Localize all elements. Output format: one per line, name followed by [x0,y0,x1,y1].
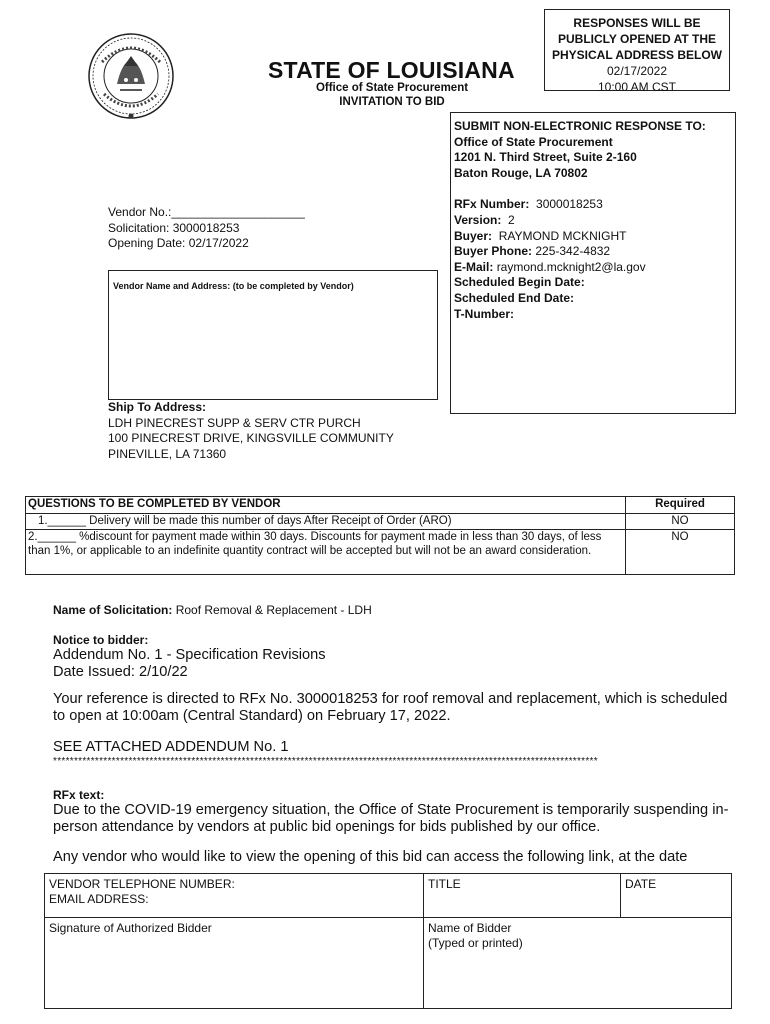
buyer-phone-label: Buyer Phone: [454,244,533,259]
signature-cell[interactable] [45,918,424,1009]
table-row [45,918,732,1009]
ship-line2: 100 PINECREST DRIVE, KINGSVILLE COMMUNITY [108,431,394,445]
question-required: NO [626,513,735,530]
rfx-text-section [53,788,743,866]
submit-addr2: 1201 N. Third Street, Suite 2-160 [454,150,637,165]
buyer-phone-row [454,244,735,260]
vendor-phone-label: VENDOR TELEPHONE NUMBER: [49,877,235,891]
date-issued: Date Issued: 2/10/22 [53,663,188,680]
email-label: E-Mail: [454,259,494,274]
solicitation-name-label: Name of Solicitation: [53,603,173,617]
submit-heading: SUBMIT NON-ELECTRONIC RESPONSE TO: [454,119,706,133]
question-text[interactable]: 2.______ %discount for payment made within 30 days. Discounts for payment made in less than 30 days, of less than 1%, or applicable to an indefinite quantity contract will be accepted but will not be an award consideration. [26,530,626,575]
table-header-row [26,497,735,514]
bidder-name-cell[interactable] [424,918,732,1009]
email-value[interactable]: raymond.mcknight2@la.gov [496,259,646,274]
responses-line2: PUBLICLY OPENED AT THE [557,32,717,46]
ship-line1: LDH PINECREST SUPP & SERV CTR PURCH [108,415,361,430]
rfx-number-row [454,197,735,213]
responses-line3: PHYSICAL ADDRESS BELOW [551,48,722,62]
divider-stars: ********************************************************************************************************************************** [53,756,598,767]
required-header: Required [626,497,735,514]
signature-table [44,873,732,1009]
solicitation-name [53,603,372,617]
solicitation-name-value: Roof Removal & Replacement - LDH [175,603,372,617]
email-row [454,260,735,276]
rfx-value: 3000018253 [536,197,603,212]
date-label: DATE [625,877,657,891]
date-cell[interactable] [621,874,732,918]
pelican-seal-icon [82,32,180,120]
question-required: NO [626,530,735,575]
end-date-label: Scheduled End Date: [454,290,575,305]
submit-addr1: Office of State Procurement [454,134,613,149]
table-row [26,513,735,530]
responses-date: 02/17/2022 [606,64,668,78]
reference-paragraph: Your reference is directed to RFx No. 3000018253 for roof removal and replacement, which is scheduled to open at 10:00am (Central Standard) on February 17, 2022. [53,691,728,724]
addendum-title: Addendum No. 1 - Specification Revisions [53,647,326,663]
responses-box [544,9,730,94]
t-number-label: T-Number: [454,306,514,321]
solicitation-number: Solicitation: 3000018253 [108,220,240,235]
see-attached: SEE ATTACHED ADDENDUM No. 1 [53,739,289,755]
begin-date-label: Scheduled Begin Date: [454,275,585,290]
office-name: Office of State Procurement [315,82,469,94]
table-row [26,530,735,575]
bidder-name-sublabel: (Typed or printed) [428,936,523,950]
vendor-questions-table [25,496,735,575]
buyer-row [454,229,735,245]
notice-label: Notice to bidder: [53,633,149,647]
vendor-address-box[interactable] [108,270,438,400]
rfx-text-para2: Any vendor who would like to view the opening of this bid can access the following link, at the date [53,849,688,865]
buyer-value: RAYMOND MCKNIGHT [498,228,627,243]
bidder-name-label: Name of Bidder [428,921,512,935]
table-row [45,874,732,918]
ship-line3: PINEVILLE, LA 71360 [108,446,227,461]
question-text[interactable]: 1.______ Delivery will be made this number of days After Receipt of Order (ARO) [26,513,626,530]
opening-date: Opening Date: 02/17/2022 [108,236,249,250]
vendor-contact-cell[interactable] [45,874,424,918]
signature-label: Signature of Authorized Bidder [49,921,212,935]
buyer-phone-value: 225-342-4832 [535,244,611,259]
questions-header: QUESTIONS TO BE COMPLETED BY VENDOR [26,497,626,514]
title-cell[interactable] [424,874,621,918]
rfx-text-para1: Due to the COVID-19 emergency situation, the Office of State Procurement is temporarily suspending in-person attendance by vendors at public bid openings for bids published by our office. [53,802,729,835]
submit-response-box [450,112,736,414]
rfx-text-label: RFx text: [53,788,105,802]
ship-to-address [108,400,394,462]
version-label: Version: [454,212,502,227]
responses-time: 10:00 AM CST [597,80,677,94]
vendor-email-label: EMAIL ADDRESS: [49,892,149,906]
vendor-number[interactable]: Vendor No.:____________________ [108,205,305,219]
page-title: STATE OF LOUISIANA [268,57,515,83]
ship-to-label: Ship To Address: [108,400,207,414]
title-label: TITLE [428,877,461,891]
rfx-label: RFx Number: [454,197,530,212]
submit-addr3: Baton Rouge, LA 70802 [454,165,588,180]
vendor-address-label: Vendor Name and Address: (to be completed by Vendor) [113,281,354,291]
buyer-label: Buyer: [454,228,493,243]
vendor-info [108,205,305,252]
state-seal [82,32,180,120]
version-row [454,213,735,229]
version-value: 2 [508,212,515,227]
responses-line1: RESPONSES WILL BE [573,16,701,30]
doc-type: INVITATION TO BID [339,96,445,108]
notice-to-bidder [53,633,743,756]
